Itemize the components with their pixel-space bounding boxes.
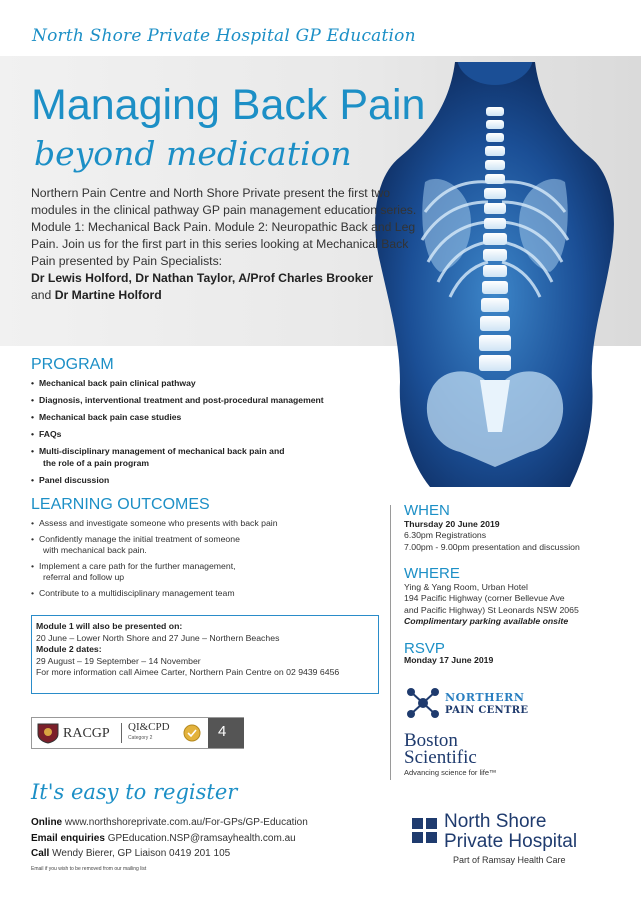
module-dates-box <box>31 615 379 694</box>
presentation-time: 7.00pm - 9.00pm presentation and discussion <box>404 541 580 552</box>
bs-line-1: Boston <box>404 730 458 751</box>
module2-dates: 29 August – 19 September – 14 November <box>36 655 201 666</box>
learning-outcomes-heading: LEARNING OUTCOMES <box>31 496 210 513</box>
when-heading: WHEN <box>404 502 450 519</box>
list-item-continued: referral and follow up <box>43 572 125 582</box>
bs-line-2: Scientific <box>404 747 477 768</box>
boston-scientific-logo <box>404 730 497 777</box>
event-date: Thursday 20 June 2019 <box>404 518 500 529</box>
rsvp-heading: RSVP <box>404 640 445 657</box>
registration-time: 6.30pm Registrations <box>404 530 487 541</box>
presenters-and: and <box>31 288 52 302</box>
email-label: Email enquiries <box>31 832 105 844</box>
list-item: • Mechanical back pain case studies <box>31 411 371 423</box>
page-subtitle: beyond medication <box>34 134 352 173</box>
unsubscribe-note: Email if you wish to be removed from our mailing list <box>31 866 147 872</box>
parking-note: Complimentary parking available onsite <box>404 616 569 627</box>
hospital-name-2: Private Hospital <box>444 831 578 852</box>
module2-heading: Module 2 dates: <box>36 644 102 655</box>
intro-text: Northern Pain Centre and North Shore Private present the first two modules in the clinical pathway GP pain management education series. Module 1: Mechanical Back Pain. Module 2: Neuropathic Back and Leg Pain. Join us for the first part in this series looking at Mechanical Back Pain presented by Pain Specialists: <box>31 186 417 268</box>
presenters-names: Dr Lewis Holford, Dr Nathan Taylor, A/Prof Charles Brooker <box>31 271 373 285</box>
venue-name: Ying & Yang Room, Urban Hotel <box>404 581 528 592</box>
hospital-cross-icon <box>412 818 438 844</box>
call-number: Wendy Bierer, GP Liaison 0419 201 105 <box>52 848 231 859</box>
intro-paragraph <box>31 185 431 304</box>
call-label: Call <box>31 848 50 859</box>
online-label: Online <box>31 817 63 828</box>
list-item: • Confidently manage the initial treatment of someone <box>31 534 371 545</box>
points-box <box>208 718 244 748</box>
npc-line-1: NORTHERN <box>445 691 525 704</box>
more-info-text: For more information call Aimee Carter, Northern Pain Centre on 02 9439 6456 <box>36 667 340 678</box>
qicpd-category: Category 2 <box>128 735 153 741</box>
list-item-continued: the role of a pain program <box>43 458 150 468</box>
accreditation-badge <box>31 717 244 749</box>
email-link[interactable]: GPEducation.NSP@ramsayhealth.com.au <box>107 832 296 844</box>
racgp-crest-icon <box>36 722 60 744</box>
column-divider <box>390 505 391 780</box>
gold-seal-icon <box>183 724 201 742</box>
program-heading: PROGRAM <box>31 356 114 373</box>
list-item: • Multi-disciplinary management of mechanical back pain and <box>31 445 371 457</box>
bs-tagline: Advancing science for life™ <box>404 768 497 777</box>
where-section <box>404 565 629 628</box>
header-title: North Shore Private Hospital GP Education <box>32 26 416 46</box>
presenters-names-last: Dr Martine Holford <box>54 288 162 302</box>
page-title: Managing Back Pain <box>31 81 426 129</box>
online-link[interactable]: www.northshoreprivate.com.au/For-GPs/GP-Education <box>64 817 308 828</box>
learning-outcomes-list <box>31 518 371 604</box>
list-item: • Implement a care path for the further management, <box>31 561 371 572</box>
points-value: 4 <box>218 723 227 740</box>
when-section <box>404 502 629 553</box>
list-item: • Contribute to a multidisciplinary management team <box>31 588 371 599</box>
list-item: • Assess and investigate someone who presents with back pain <box>31 518 371 529</box>
qicpd-label: QI&CPD <box>128 721 170 733</box>
badge-divider <box>121 723 122 743</box>
venue-address-1: 194 Pacific Highway (corner Bellevue Ave <box>404 593 565 604</box>
rsvp-section <box>404 640 629 666</box>
contact-details <box>31 815 308 862</box>
program-list <box>31 377 371 491</box>
list-item: • Panel discussion <box>31 474 371 486</box>
hospital-name-1: North Shore <box>444 811 547 832</box>
rsvp-date: Monday 17 June 2019 <box>404 654 494 665</box>
venue-address-2: and Pacific Highway) St Leonards NSW 2065 <box>404 604 579 615</box>
list-item: • Diagnosis, interventional treatment and post-procedural management <box>31 394 371 406</box>
list-item: • Mechanical back pain clinical pathway <box>31 377 371 389</box>
racgp-label: RACGP <box>63 726 110 741</box>
molecule-icon <box>405 686 441 720</box>
register-heading: It's easy to register <box>31 780 238 804</box>
hospital-parent: Part of Ramsay Health Care <box>453 855 566 865</box>
module1-heading: Module 1 will also be presented on: <box>36 621 183 631</box>
npc-line-2: PAIN CENTRE <box>445 705 529 716</box>
list-item-continued: with mechanical back pain. <box>43 545 147 555</box>
list-item: • FAQs <box>31 428 371 440</box>
module1-dates: 20 June – Lower North Shore and 27 June – Northern Beaches <box>36 632 280 643</box>
where-heading: WHERE <box>404 565 460 582</box>
